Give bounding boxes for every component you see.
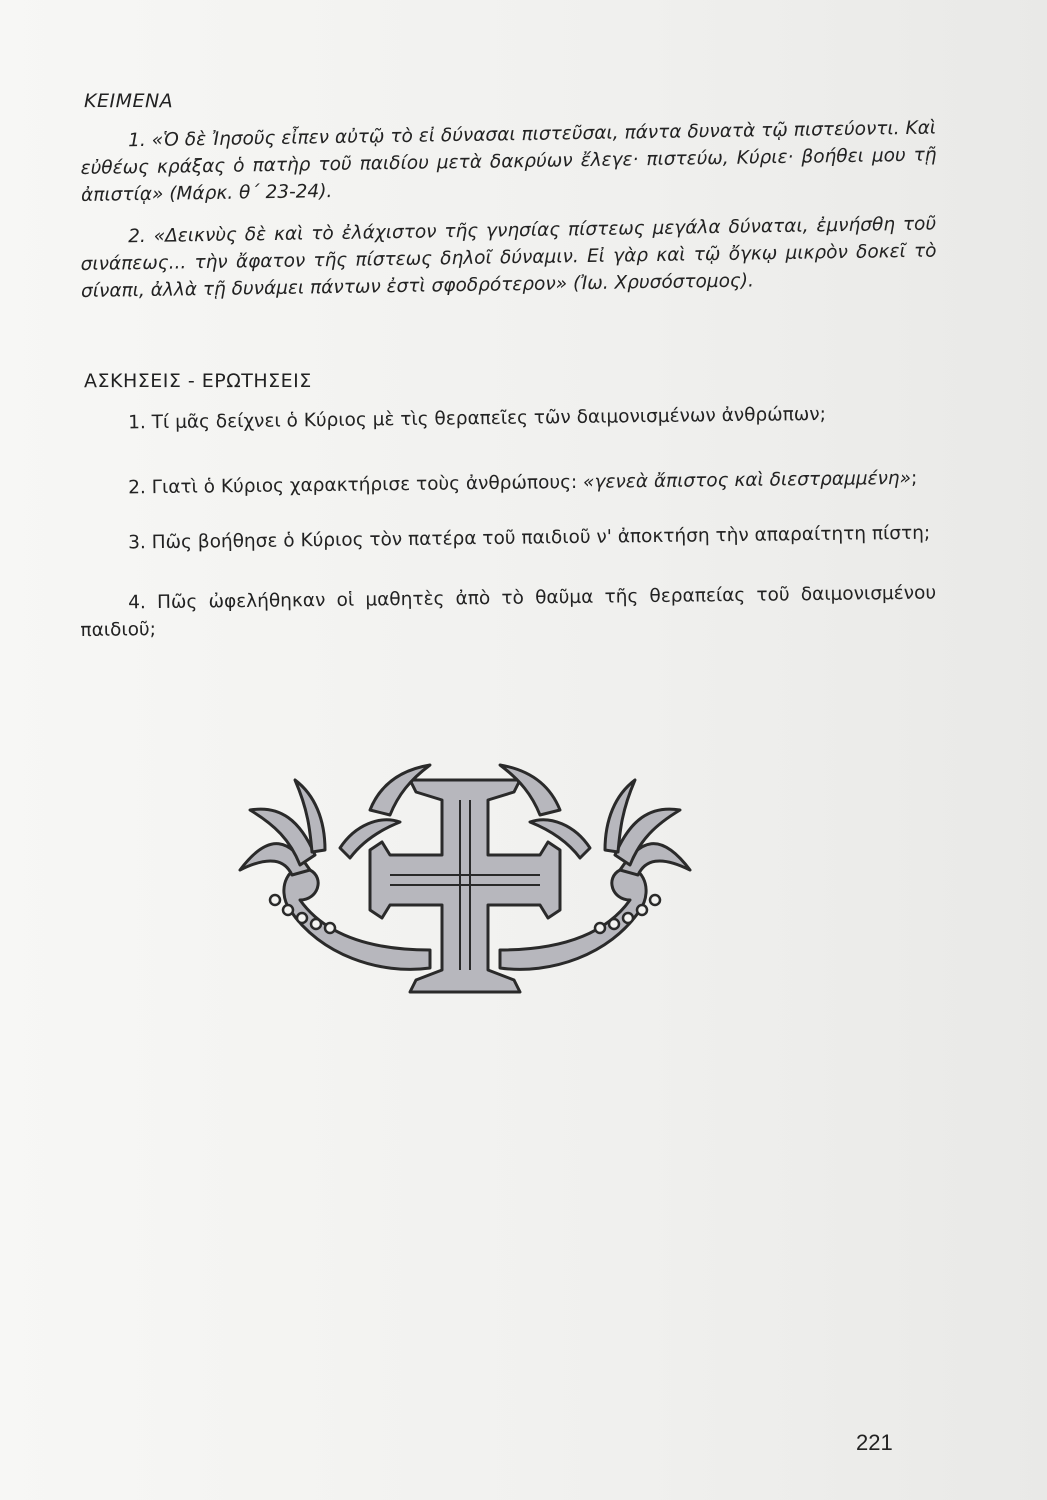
question-2-tail: ; — [910, 467, 918, 489]
question-2-quote: «γενεὰ ἄπιστος καὶ διεστραμμένη» — [582, 467, 912, 493]
texts-heading: ΚΕΙΜΕΝΑ — [84, 90, 174, 112]
scripture-text-1: 1. «Ὁ δὲ Ἰησοῦς εἶπεν αὐτῷ τὸ εἰ δύνασαι πιστεῦσαι, πάντα δυνατὰ τῷ πιστεύοντι. Καὶ εὐθέως κράξας ὁ πατὴρ τοῦ παιδίου μετὰ δακρύων ἔλεγε· πιστεύω, Κύριε· βοήθει μου τῇ ἀπιστίᾳ» (Μάρκ. θ´ 23-24). — [80, 117, 937, 206]
question-1: 1. Τί μᾶς δείχνει ὁ Κύριος μὲ τὶς θεραπεῖες τῶν δαιμονισμένων ἀνθρώπων; — [128, 403, 827, 434]
question-2-lead: 2. Γιατὶ ὁ Κύριος χαρακτήρισε τοὺς ἀνθρώπους: — [128, 471, 584, 499]
exercises-heading: ΑΣΚΗΣΕΙΣ - ΕΡΩΤΗΣΕΙΣ — [84, 370, 312, 392]
question-2 — [80, 465, 936, 502]
question-4: 4. Πῶς ὠφελήθηκαν οἱ μαθητὲς ἀπὸ τὸ θαῦμα τῆς θεραπείας τοῦ δαιμονισμένου παιδιοῦ; — [80, 582, 937, 641]
question-3: 3. Πῶς βοήθησε ὁ Κύριος τὸν πατέρα τοῦ παιδιοῦ ν' ἀποκτήση τὴν απαραίτητη πίστη; — [128, 522, 931, 554]
chrysostom-text-2: 2. «Δεικνὺς δὲ καὶ τὸ ἐλάχιστον τῆς γνησίας πίστεως μεγάλα δύναται, ἐμνήσθη τοῦ σινάπεως... τὴν ἄφατον τῆς πίστεως δηλοῖ δύναμιν. Εἰ γὰρ καὶ τῷ ὄγκῳ μικρὸν δοκεῖ τὸ σίναπι, ἀλλὰ τῇ δυνάμει πάντων ἐστὶ σφοδρότερον» (Ἰω. Χρυσόστομος). — [80, 213, 937, 302]
byzantine-cross-ornament-icon — [230, 760, 700, 1000]
page-number: 221 — [856, 1430, 893, 1455]
